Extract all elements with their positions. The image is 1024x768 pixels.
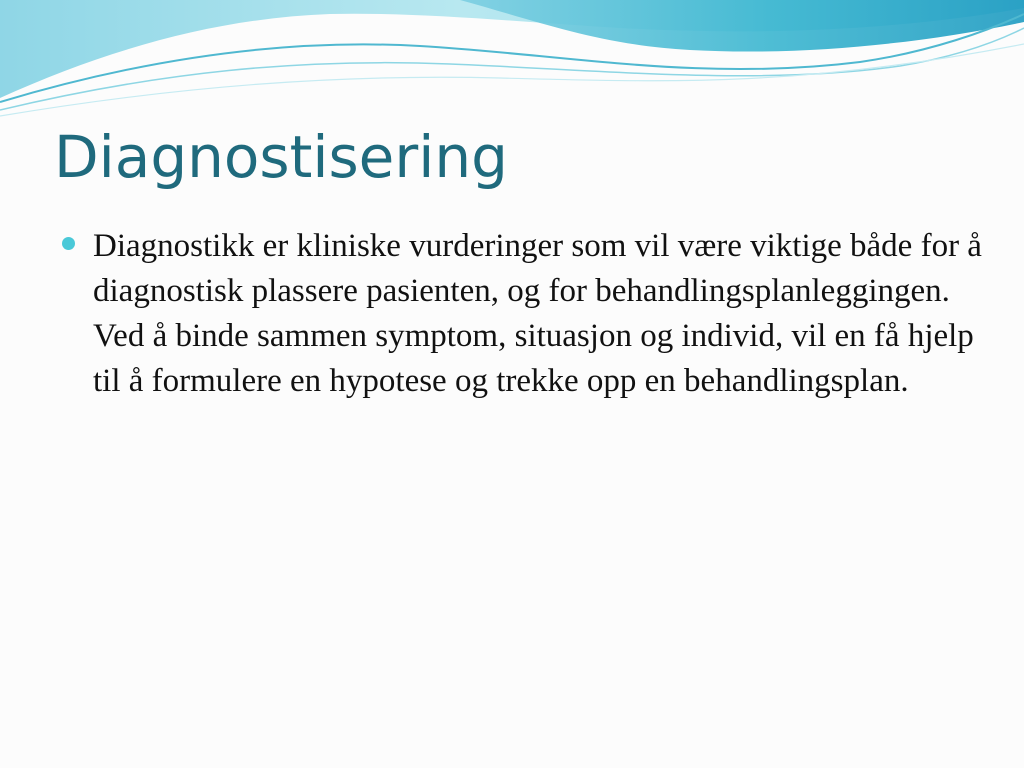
decorative-wave-header [0, 0, 1024, 130]
bullet-list [62, 224, 982, 404]
wave-band-dark [460, 0, 1024, 52]
bullet-dot-icon [62, 237, 75, 250]
list-item [62, 224, 982, 404]
bullet-text: Diagnostikk er kliniske vurderinger som vil være viktige både for å diagnostisk plassere pasienten, og for behandlingsplanleggingen. Ved å binde sammen symptom, situasjon og individ, vil en få hjelp til å formulere en hypotese og trekke opp en behandlingsplan. [93, 228, 982, 399]
slide-title: Diagnostisering [54, 123, 508, 191]
